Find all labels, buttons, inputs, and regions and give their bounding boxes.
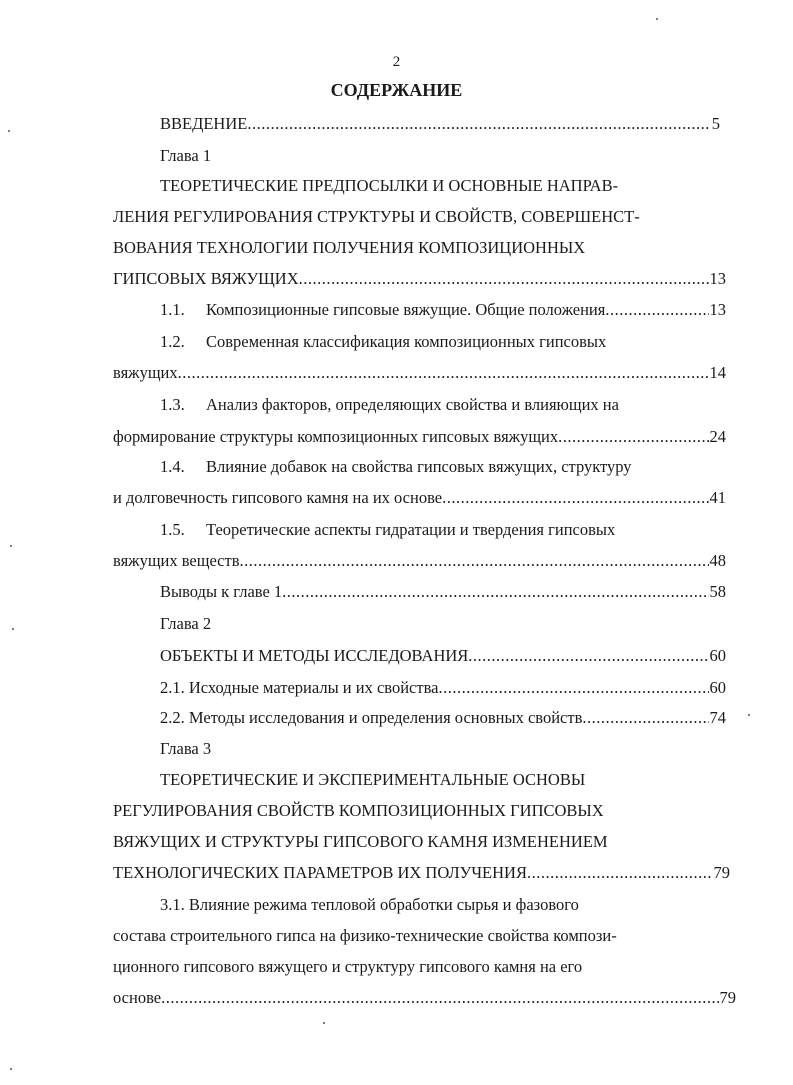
toc-leader-dots [178, 362, 709, 384]
scan-speck [748, 714, 750, 716]
toc-entry-label: Теоретические аспекты гидратации и твердения гипсовых [206, 520, 616, 539]
scan-speck [323, 1022, 325, 1024]
toc-entry-3-1-line: состава строительного гипса на физико-технические свойства компози- [113, 926, 617, 945]
toc-entry-3-1-line: ционного гипсового вяжущего и структуру гипсового камня на его [113, 957, 583, 976]
toc-entry-label: Анализ факторов, определяющих свойства и влияющих на [206, 395, 619, 414]
toc-leader-dots [161, 987, 718, 1009]
toc-entry-1-5-line [160, 519, 615, 541]
toc-entry-1-1[interactable] [160, 299, 726, 321]
toc-entry-label: основе [113, 988, 162, 1007]
toc-entry-1-2-line [160, 331, 606, 353]
chapter3-title-line: ТЕХНОЛОГИЧЕСКИХ ПАРАМЕТРОВ ИХ ПОЛУЧЕНИЯ [113, 863, 527, 882]
toc-leader-dots [247, 113, 710, 135]
chapter1-title-line: ГИПСОВЫХ ВЯЖУЩИХ [113, 269, 299, 288]
toc-leader-dots [527, 862, 713, 884]
section-number: 1.5. [160, 520, 185, 539]
toc-leader-dots [468, 645, 708, 667]
toc-page-number: 60 [709, 646, 726, 665]
toc-entry-1-3[interactable] [113, 426, 726, 448]
toc-entry-1-4-line [160, 456, 632, 478]
chapter1-title-line: ТЕОРЕТИЧЕСКИЕ ПРЕДПОСЫЛКИ И ОСНОВНЫЕ НАПРАВ- [160, 176, 619, 195]
toc-page-number: 41 [709, 488, 726, 507]
toc-leader-dots [605, 299, 708, 321]
chapter1-heading: Глава 1 [160, 146, 212, 165]
toc-entry-label: Современная классификация композиционных гипсовых [206, 332, 607, 351]
chapter3-title-line: ТЕОРЕТИЧЕСКИЕ И ЭКСПЕРИМЕНТАЛЬНЫЕ ОСНОВЫ [160, 770, 586, 789]
toc-entry-label: и долговечность гипсового камня на их основе [113, 488, 443, 507]
toc-entry-label: ВВЕДЕНИЕ [160, 114, 248, 133]
chapter3-title-line: РЕГУЛИРОВАНИЯ СВОЙСТВ КОМПОЗИЦИОННЫХ ГИПСОВЫХ [113, 801, 604, 820]
section-number: 1.3. [160, 395, 185, 414]
page-title: СОДЕРЖАНИЕ [330, 80, 463, 100]
chapter1-title-line: ВОВАНИЯ ТЕХНОЛОГИИ ПОЛУЧЕНИЯ КОМПОЗИЦИОННЫХ [113, 238, 586, 257]
toc-leader-dots [240, 550, 709, 572]
toc-entry-2-2[interactable] [160, 707, 726, 729]
chapter2-title: ОБЪЕКТЫ И МЕТОДЫ ИССЛЕДОВАНИЯ [160, 646, 469, 665]
toc-entry-1-2[interactable] [113, 362, 726, 384]
chapter2-heading: Глава 2 [160, 614, 212, 633]
scan-speck [10, 545, 12, 547]
toc-leader-dots [442, 487, 708, 509]
toc-page-number: 13 [709, 300, 726, 319]
toc-entry-1-3-line [160, 394, 619, 416]
toc-entry-chapter3[interactable] [113, 862, 730, 884]
section-number: 1.4. [160, 457, 185, 476]
toc-page-number: 14 [709, 363, 726, 382]
section-number: 1.1. [160, 300, 185, 319]
toc-entry-label: формирование структуры композиционных гипсовых вяжущих [113, 427, 559, 446]
toc-page-number: 60 [709, 678, 726, 697]
toc-entry-chapter2[interactable] [160, 645, 726, 667]
chapter1-title-line: ЛЕНИЯ РЕГУЛИРОВАНИЯ СТРУКТУРЫ И СВОЙСТВ, СОВЕРШЕНСТ- [113, 207, 640, 226]
toc-entry-label: вяжущих [113, 363, 178, 382]
toc-page-number: 24 [709, 427, 726, 446]
toc-page-number: 13 [709, 269, 726, 288]
toc-page-number: 48 [709, 551, 726, 570]
chapter3-heading: Глава 3 [160, 739, 212, 758]
toc-entry-label: Композиционные гипсовые вяжущие. Общие положения [206, 300, 606, 319]
toc-leader-dots [282, 581, 708, 603]
toc-page-number: 79 [713, 863, 730, 882]
toc-leader-dots [582, 707, 708, 729]
toc-entry-label: Выводы к главе 1 [160, 582, 283, 601]
toc-page-number: 74 [709, 708, 726, 727]
toc-entry-3-1-line: 3.1. Влияние режима тепловой обработки сырья и фазового [160, 895, 579, 914]
toc-page-number: 5 [711, 114, 720, 133]
toc-entry-label: Влияние добавок на свойства гипсовых вяжущих, структуру [206, 457, 632, 476]
toc-entry-label: 2.1. Исходные материалы и их свойства [160, 678, 439, 697]
toc-entry-intro[interactable] [160, 113, 720, 135]
scan-speck [12, 628, 14, 630]
scan-speck [8, 130, 10, 132]
toc-page-number: 58 [709, 582, 726, 601]
toc-entry-1-5[interactable] [113, 550, 726, 572]
page-number: 2 [392, 54, 401, 70]
toc-leader-dots [438, 677, 708, 699]
scan-speck [656, 18, 658, 20]
toc-leader-dots [558, 426, 708, 448]
toc-entry-conclusions-1[interactable] [160, 581, 726, 603]
toc-entry-2-1[interactable] [160, 677, 726, 699]
toc-page-number: 79 [719, 988, 736, 1007]
toc-leader-dots [299, 268, 709, 290]
toc-entry-label: 2.2. Методы исследования и определения основных свойств [160, 708, 583, 727]
toc-entry-3-1[interactable] [113, 987, 736, 1009]
toc-entry-1-4[interactable] [113, 487, 726, 509]
chapter3-title-line: ВЯЖУЩИХ И СТРУКТУРЫ ГИПСОВОГО КАМНЯ ИЗМЕНЕНИЕМ [113, 832, 608, 851]
scan-speck [10, 1068, 12, 1070]
section-number: 1.2. [160, 332, 185, 351]
toc-entry-label: вяжущих веществ [113, 551, 240, 570]
toc-entry-chapter1[interactable] [113, 268, 726, 290]
